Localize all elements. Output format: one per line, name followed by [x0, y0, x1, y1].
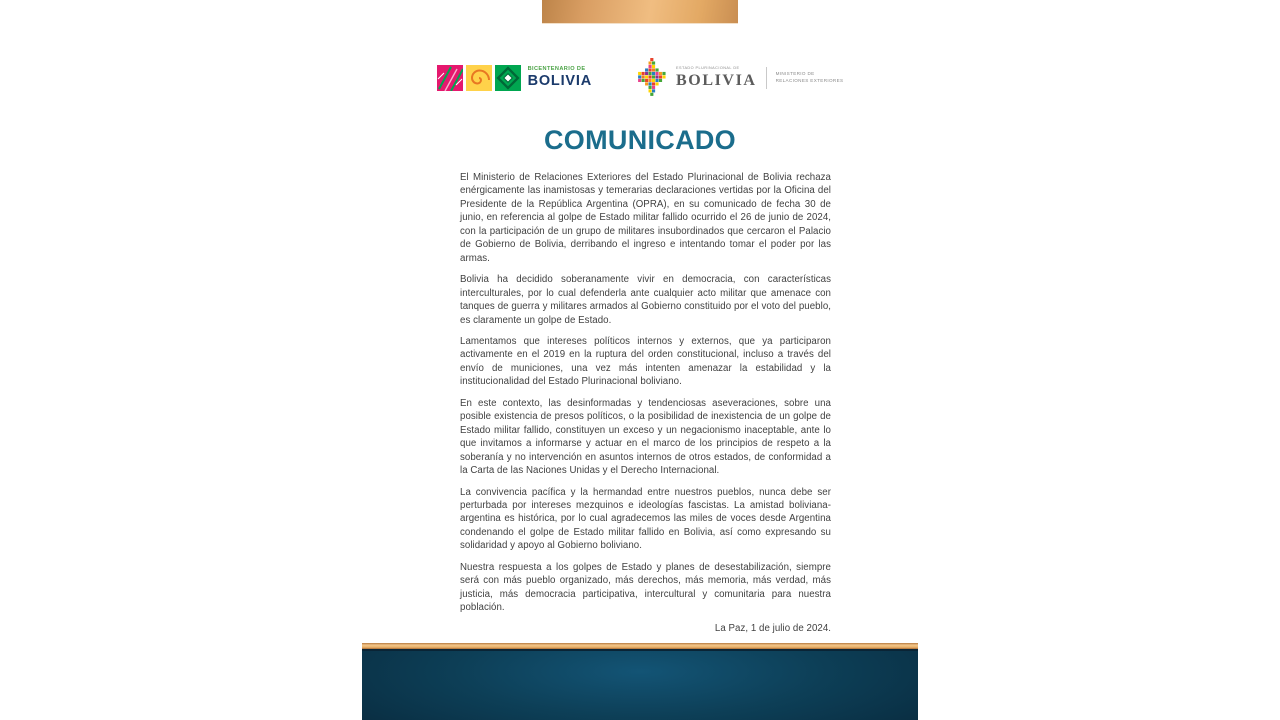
- textile-pattern-icon: [437, 65, 463, 91]
- bicentenario-wordmark: [528, 67, 592, 89]
- page-title: COMUNICADO: [544, 125, 736, 155]
- communique-body: [460, 171, 831, 634]
- chakana-icon: [636, 58, 668, 98]
- bicentenario-marks: [437, 65, 521, 91]
- paragraph-1: El Ministerio de Relaciones Exteriores del Estado Plurinacional de Bolivia rechaza enérgicamente las inamistosas y temerarias declaraciones vertidas por la Oficina del Presidente de la República Argentina (OPRA), en su comunicado de fecha 30 de junio, en referencia al golpe de Estado militar fallido ocurrido el 26 de junio de 2024, con la participación de un grupo de militares insubordinados que cercaron el Palacio de Gobierno de Bolivia, derribando el ingreso e intentando tomar el poder por las armas.: [460, 172, 831, 264]
- spiral-icon: [466, 65, 492, 91]
- bicentenario-tagline: BICENTENARIO DE: [527, 66, 586, 73]
- paragraph-2: Bolivia ha decidido soberanamente vivir en democracia, con características interculturales, por lo cual defenderla ante cualquier acto militar que amenace con tanques de guerra y militares armados al Gobierno constituido por el voto del pueblo, es claramente un golpe de Estado.: [460, 274, 831, 326]
- estado-plurinacional-block: [676, 67, 767, 88]
- bicentenario-name: BOLIVIA: [527, 73, 592, 90]
- ministerio-dept-block: [767, 71, 844, 85]
- diamond-pattern-icon: [495, 65, 521, 91]
- ministerio-dept-line2: RELACIONES EXTERIORES: [775, 77, 844, 83]
- footer-band: [362, 643, 918, 720]
- ministerio-logo: [636, 58, 843, 98]
- date-line: La Paz, 1 de julio de 2024.: [714, 622, 831, 634]
- communique-page: [362, 0, 918, 720]
- paragraph-5: La convivencia pacífica y la hermandad entre nuestros pueblos, nunca debe ser perturbada por intereses mezquinos e ideologías fascistas. La amistad boliviana-argentina es histórica, por lo cual agradecemos las miles de voces desde Argentina condenando el golpe de Estado militar fallido en Bolivia, así como expresando su solidaridad y apoyo al Gobierno boliviano.: [460, 486, 831, 552]
- top-bronze-bar: [542, 0, 738, 24]
- estado-plurinacional-overline: ESTADO PLURINACIONAL DE: [676, 66, 740, 71]
- ministerio-dept-line1: MINISTERIO DE: [775, 71, 815, 77]
- logos-row: [362, 57, 918, 99]
- footer-teal-panel: [362, 649, 918, 720]
- bicentenario-logo: [437, 65, 592, 91]
- paragraph-4: En este contexto, las desinformadas y tendenciosas aseveraciones, sobre una posible existencia de presos políticos, o la posibilidad de inexistencia de un golpe de Estado militar fallido, constituyen un exceso y un negacionismo inaceptable, ante lo que invitamos a informarse y actuar en el marco de los principios de respeto a la soberanía y no intervención en asuntos internos de otros estados, de conformidad a la Carta de las Naciones Unidas y el Derecho Internacional.: [460, 397, 831, 477]
- ministerio-bolivia-name: BOLIVIA: [676, 71, 757, 89]
- paragraph-3: Lamentamos que intereses políticos internos y externos, que ya participaron activamente en el 2019 en la ruptura del orden constitucional, incluso a través del envío de municiones, una vez más intenten amenazar la estabilidad y la institucionalidad del Estado Plurinacional boliviano.: [460, 335, 831, 388]
- ministerio-wordmark: [676, 67, 843, 88]
- paragraph-6: Nuestra respuesta a los golpes de Estado y planes de desestabilización, siempre será con más pueblo organizado, más derechos, más memoria, más verdad, más justicia, más democracia participativa, intercultural y comunitaria para nuestra población.: [460, 561, 831, 614]
